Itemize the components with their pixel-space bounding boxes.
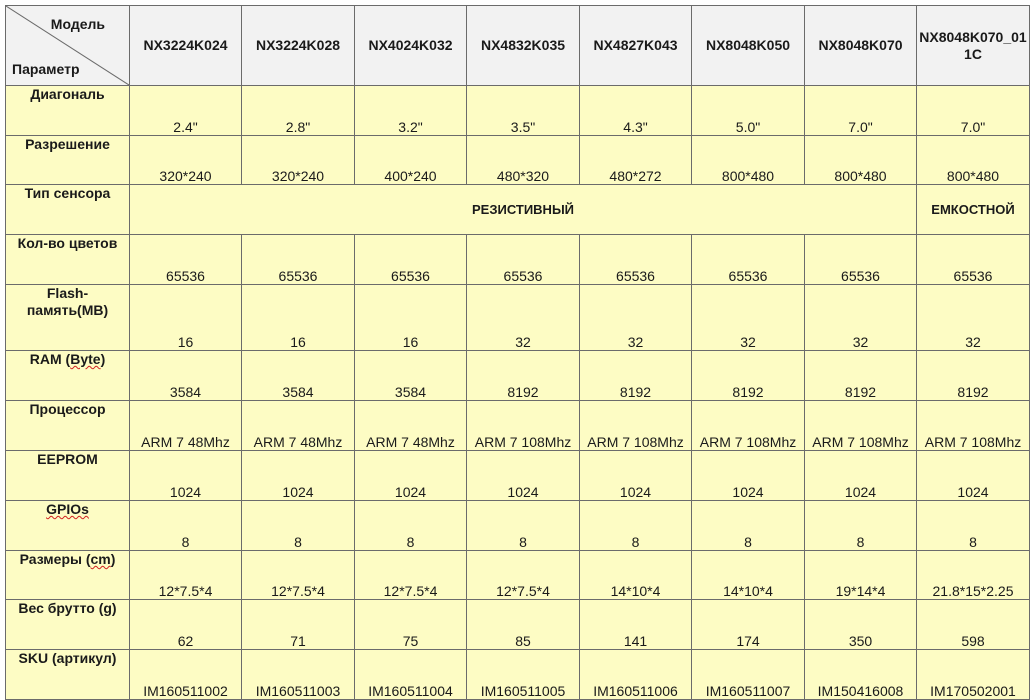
table-cell: 3584 — [355, 351, 467, 401]
table-cell: 65536 — [805, 235, 917, 285]
table-cell: IM150416008 — [805, 650, 917, 700]
table-cell: 1024 — [580, 451, 692, 501]
table-cell: 12*7.5*4 — [467, 551, 580, 600]
table-cell: 2.4" — [130, 86, 242, 136]
table-row — [6, 136, 1030, 185]
table-cell: 1024 — [467, 451, 580, 501]
table-cell: 16 — [355, 285, 467, 351]
table-cell: 12*7.5*4 — [242, 551, 355, 600]
table-cell: ARM 7 108Mhz — [580, 401, 692, 451]
table-cell: 1024 — [805, 451, 917, 501]
table-row — [6, 501, 1030, 551]
table-cell: 65536 — [580, 235, 692, 285]
param-label-flash — [6, 285, 130, 351]
table-cell: 19*14*4 — [805, 551, 917, 600]
table-cell: 32 — [467, 285, 580, 351]
table-cell: 12*7.5*4 — [130, 551, 242, 600]
table-cell: 16 — [242, 285, 355, 351]
table-cell: 141 — [580, 600, 692, 650]
table-cell: 8 — [130, 501, 242, 551]
param-label-dimensions — [6, 551, 130, 600]
table-cell: 32 — [692, 285, 805, 351]
table-cell: 320*240 — [242, 136, 355, 185]
table-cell: 8 — [692, 501, 805, 551]
table-cell: 65536 — [917, 235, 1030, 285]
model-header: NX3224K028 — [242, 6, 355, 86]
model-header: NX8048K070_011C — [917, 6, 1030, 86]
dimensions-label-unit: cm — [90, 551, 111, 567]
table-cell: 800*480 — [805, 136, 917, 185]
table-row — [6, 285, 1030, 351]
table-cell: 75 — [355, 600, 467, 650]
header-row — [6, 6, 1030, 86]
table-row — [6, 650, 1030, 700]
param-label-colors: Кол-во цветов — [6, 235, 130, 285]
table-cell: 32 — [580, 285, 692, 351]
table-cell: IM160511005 — [467, 650, 580, 700]
table-cell: 8192 — [917, 351, 1030, 401]
table-row — [6, 451, 1030, 501]
table-cell: ARM 7 108Mhz — [805, 401, 917, 451]
model-header: NX4827K043 — [580, 6, 692, 86]
model-header: NX4024K032 — [355, 6, 467, 86]
param-label-ram — [6, 351, 130, 401]
table-cell: 14*10*4 — [580, 551, 692, 600]
table-row — [6, 351, 1030, 401]
table-cell: 32 — [805, 285, 917, 351]
table-cell: 85 — [467, 600, 580, 650]
table-cell: 350 — [805, 600, 917, 650]
corner-label-model: Модель — [50, 16, 105, 32]
table-cell: 65536 — [355, 235, 467, 285]
dimensions-label-end: ) — [110, 551, 116, 567]
table-cell: 65536 — [467, 235, 580, 285]
table-cell: ARM 7 48Mhz — [242, 401, 355, 451]
flash-label-line2: память(MB) — [26, 302, 109, 318]
table-row — [6, 86, 1030, 136]
param-label-cpu: Процессор — [6, 401, 130, 451]
table-row — [6, 600, 1030, 650]
table-cell: 8 — [805, 501, 917, 551]
table-cell: 71 — [242, 600, 355, 650]
ram-label-end: ) — [100, 351, 106, 367]
param-label-sku: SKU (артикул) — [6, 650, 130, 700]
model-header: NX4832K035 — [467, 6, 580, 86]
table-cell: 16 — [130, 285, 242, 351]
table-cell: ARM 7 108Mhz — [467, 401, 580, 451]
table-cell: 8 — [580, 501, 692, 551]
param-label-sensor: Тип сенсора — [6, 185, 130, 235]
corner-label-parameter: Параметр — [12, 61, 80, 77]
flash-label-line1: Flash- — [46, 285, 89, 301]
table-cell: 480*320 — [467, 136, 580, 185]
table-cell: 12*7.5*4 — [355, 551, 467, 600]
param-label-resolution: Разрешение — [6, 136, 130, 185]
table-cell: IM160511002 — [130, 650, 242, 700]
param-label-diagonal: Диагональ — [6, 86, 130, 136]
table-cell: ARM 7 48Mhz — [355, 401, 467, 451]
corner-cell — [6, 6, 130, 86]
table-row — [6, 401, 1030, 451]
table-cell: 7.0" — [805, 86, 917, 136]
table-cell: 65536 — [692, 235, 805, 285]
table-cell: IM160511003 — [242, 650, 355, 700]
param-label-eeprom: EEPROM — [6, 451, 130, 501]
table-cell: 3.2" — [355, 86, 467, 136]
param-label-weight: Вес брутто (g) — [6, 600, 130, 650]
table-cell: 3584 — [242, 351, 355, 401]
table-cell: 598 — [917, 600, 1030, 650]
table-cell: ARM 7 108Mhz — [692, 401, 805, 451]
table-cell: 3.5" — [467, 86, 580, 136]
table-cell: 1024 — [355, 451, 467, 501]
table-cell: IM170502001 — [917, 650, 1030, 700]
table-cell: 32 — [917, 285, 1030, 351]
sensor-resistive-cell: РЕЗИСТИВНЫЙ — [130, 185, 917, 235]
table-cell: 7.0" — [917, 86, 1030, 136]
table-cell: IM160511007 — [692, 650, 805, 700]
gpio-label: GPIOs — [46, 501, 89, 517]
model-header: NX8048K070 — [805, 6, 917, 86]
table-cell: IM160511004 — [355, 650, 467, 700]
ram-label-unit: Byte — [70, 351, 101, 367]
table-cell: 8192 — [692, 351, 805, 401]
table-cell: 3584 — [130, 351, 242, 401]
table-cell: 320*240 — [130, 136, 242, 185]
table-cell: 8192 — [580, 351, 692, 401]
table-cell: 5.0" — [692, 86, 805, 136]
table-cell: 8192 — [467, 351, 580, 401]
table-cell: 65536 — [242, 235, 355, 285]
table-cell: IM160511006 — [580, 650, 692, 700]
table-cell: 8 — [355, 501, 467, 551]
table-cell: 8192 — [805, 351, 917, 401]
table-cell: 21.8*15*2.25 — [917, 551, 1030, 600]
sensor-capacitive-cell: ЕМКОСТНОЙ — [917, 185, 1030, 235]
table-cell: 800*480 — [692, 136, 805, 185]
ram-label-main: RAM ( — [29, 351, 71, 367]
table-cell: 1024 — [242, 451, 355, 501]
table-cell: 174 — [692, 600, 805, 650]
table-cell: 400*240 — [355, 136, 467, 185]
table-cell: 8 — [242, 501, 355, 551]
table-cell: 4.3" — [580, 86, 692, 136]
table-cell: 14*10*4 — [692, 551, 805, 600]
table-cell: ARM 7 48Mhz — [130, 401, 242, 451]
model-header: NX3224K024 — [130, 6, 242, 86]
table-cell: 65536 — [130, 235, 242, 285]
table-row — [6, 235, 1030, 285]
model-header: NX8048K050 — [692, 6, 805, 86]
table-cell: 800*480 — [917, 136, 1030, 185]
table-cell: 8 — [467, 501, 580, 551]
table-cell: 1024 — [692, 451, 805, 501]
table-cell: 8 — [917, 501, 1030, 551]
table-row — [6, 185, 1030, 235]
table-cell: 480*272 — [580, 136, 692, 185]
spec-table — [5, 5, 1030, 700]
table-cell: 2.8" — [242, 86, 355, 136]
table-cell: 62 — [130, 600, 242, 650]
table-cell: 1024 — [917, 451, 1030, 501]
table-cell: ARM 7 108Mhz — [917, 401, 1030, 451]
param-label-gpio — [6, 501, 130, 551]
table-row — [6, 551, 1030, 600]
dimensions-label-main: Размеры ( — [19, 551, 91, 567]
table-cell: 1024 — [130, 451, 242, 501]
